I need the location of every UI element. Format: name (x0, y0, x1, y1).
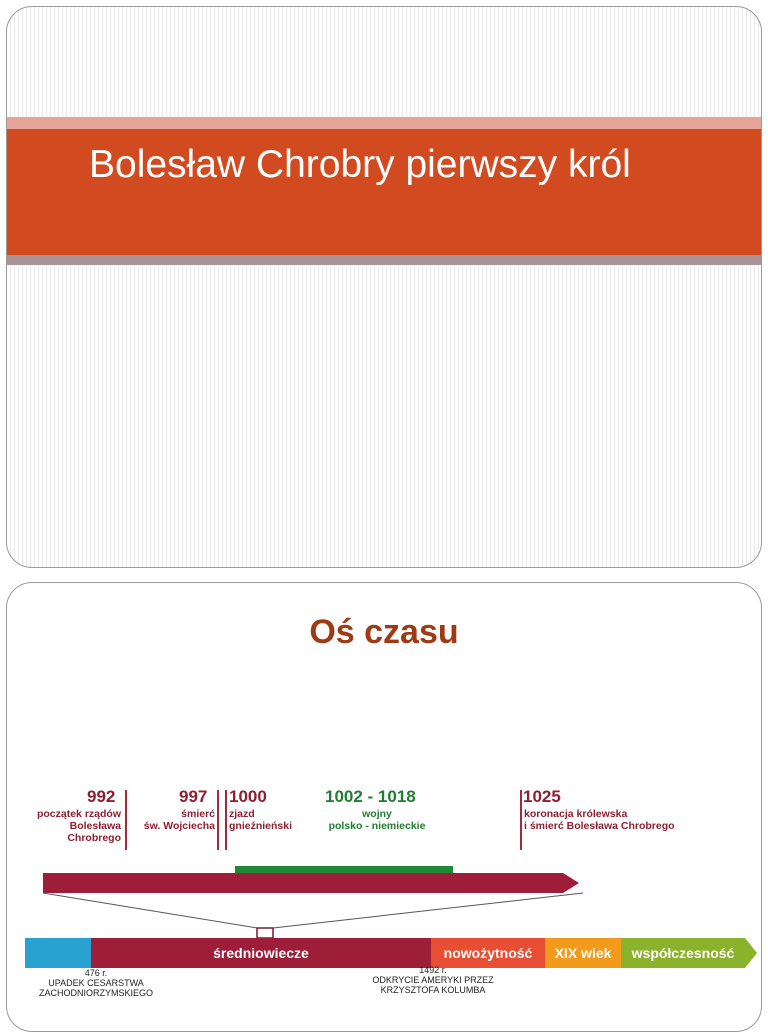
event-year: 1002 - 1018 (325, 787, 416, 806)
era-segment-19th-century: XIX wiek (545, 938, 621, 968)
timeline (7, 788, 762, 1028)
event-description: koronacja królewska i śmierć Bolesława Chrobrego (524, 808, 675, 832)
event-description: śmierć św. Wojciecha (143, 808, 215, 832)
title-slide (6, 6, 762, 568)
era-segment-middle-ages: średniowiecze (91, 938, 431, 968)
note-476: 476 r. UPADEK CESARSTWA ZACHODNIORZYMSKIEGO (38, 968, 153, 998)
era-arrowhead (745, 938, 757, 968)
event-description: początek rządów Bolesława Chrobrego (36, 808, 121, 844)
note-1492: 1492 r. ODKRYCIE AMERYKI PRZEZ KRZYSZTOFA KOLUMBA (372, 965, 494, 995)
era-segment-modern-era: nowożytność (431, 938, 545, 968)
event-year: 1025 (523, 787, 561, 806)
event-year: 992 (87, 787, 116, 806)
event-description: zjazd gnieźnieński (229, 808, 293, 832)
slide-title: Oś czasu (309, 613, 459, 651)
slide-title: Bolesław Chrobry pierwszy król (89, 143, 631, 186)
title-band-accent-bottom (7, 255, 761, 265)
era-segment-antiquity (25, 938, 91, 968)
title-band-accent-top (7, 117, 761, 129)
event-description: wojny polsko - niemieckie (328, 808, 426, 832)
event-year: 1000 (229, 787, 267, 806)
event-year: 997 (179, 787, 208, 806)
timeline-slide (6, 582, 762, 1032)
era-segment-contemporary: współczesność (621, 938, 745, 968)
